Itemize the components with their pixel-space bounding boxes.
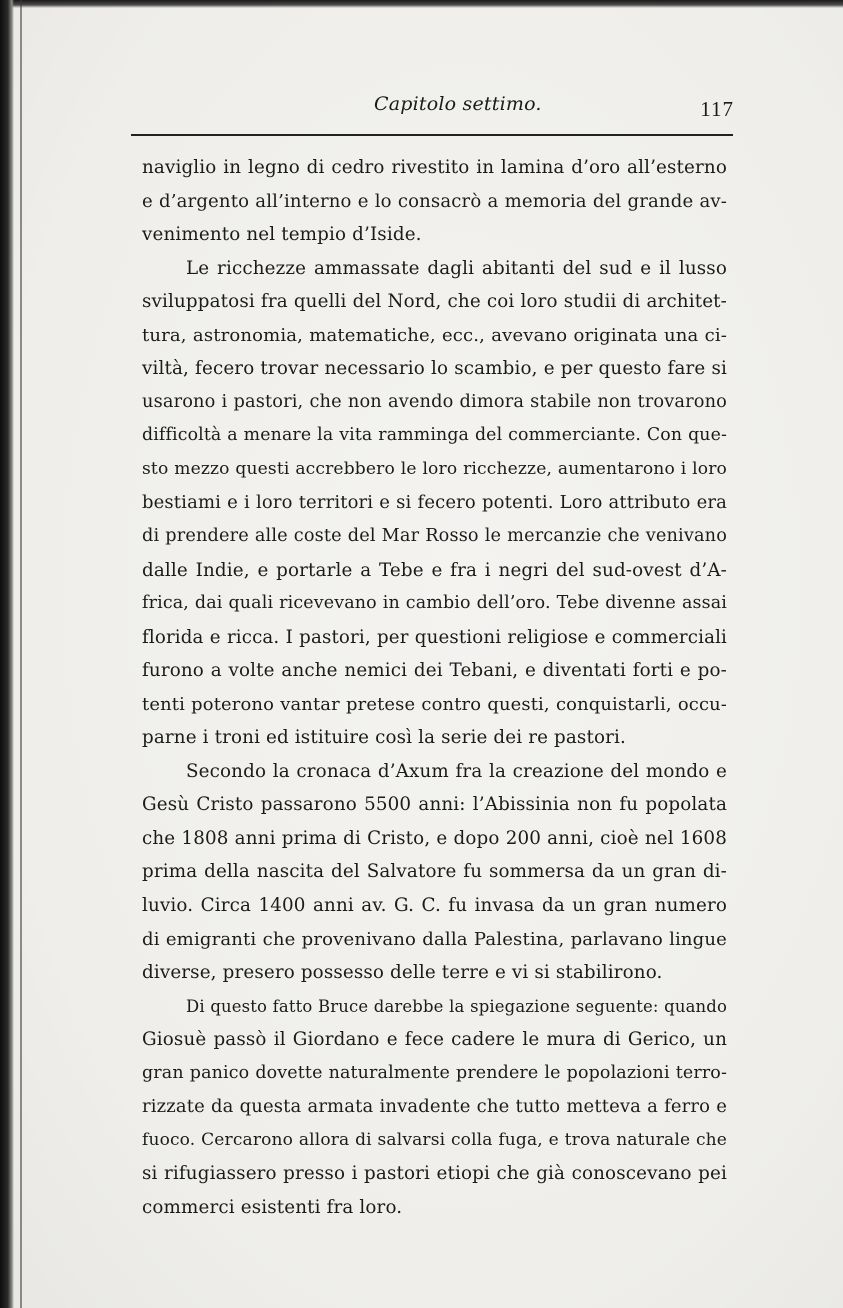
text-line: gran panico dovette naturalmente prendere le popolazioni terro- bbox=[142, 1062, 727, 1083]
text-line: tenti poterono vantar pretese contro questi, conquistarli, occu- bbox=[142, 693, 727, 715]
text-line: furono a volte anche nemici dei Tebani, e diventati forti e po- bbox=[142, 660, 727, 682]
text-line: Gesù Cristo passarono 5500 anni: l’Abissinia non fu popolata bbox=[142, 794, 727, 816]
text-line: Giosuè passò il Giordano e fece cadere le mura di Gerico, un bbox=[142, 1029, 727, 1051]
text-line: sviluppatosi fra quelli del Nord, che coi loro studii di architet- bbox=[142, 291, 727, 313]
body-text bbox=[142, 151, 727, 1225]
text-line: luvio. Circa 1400 anni av. G. C. fu invasa da un gran numero bbox=[142, 895, 727, 917]
scan-binding-line bbox=[20, 0, 22, 1308]
text-line: frica, dai quali ricevevano in cambio dell’oro. Tebe divenne assai bbox=[142, 593, 727, 614]
text-line: naviglio in legno di cedro rivestito in lamina d’oro all’esterno bbox=[142, 157, 727, 178]
text-line: commerci esistenti fra loro. bbox=[142, 1196, 403, 1218]
running-header bbox=[131, 93, 736, 127]
text-line: usarono i pastori, che non avendo dimora stabile non trovarono bbox=[142, 391, 727, 412]
scan-binding-edge bbox=[0, 0, 14, 1308]
text-line: parne i troni ed istituire così la serie dei re pastori. bbox=[142, 727, 626, 749]
chapter-title: Capitolo settimo. bbox=[374, 93, 542, 115]
paragraph bbox=[142, 252, 727, 755]
text-line: Di questo fatto Bruce darebbe la spiegazione seguente: quando bbox=[186, 996, 727, 1016]
text-line: bestiami e i loro territori e si fecero potenti. Loro attributo era bbox=[142, 492, 727, 514]
text-line: si rifugiassero presso i pastori etiopi che già conoscevano pei bbox=[142, 1163, 727, 1185]
paragraph bbox=[142, 755, 727, 990]
text-line: Le ricchezze ammassate dagli abitanti del sud e il lusso bbox=[186, 257, 727, 279]
paragraph bbox=[142, 151, 727, 252]
text-line: che 1808 anni prima di Cristo, e dopo 200 anni, cioè nel 1608 bbox=[142, 827, 727, 849]
header-rule bbox=[131, 134, 733, 136]
text-line: diverse, presero possesso delle terre e vi si stabilirono. bbox=[142, 962, 663, 984]
text-line: di prendere alle coste del Mar Rosso le mercanzie che venivano bbox=[142, 526, 727, 547]
text-line: tura, astronomia, matematiche, ecc., avevano originata una ci- bbox=[142, 324, 727, 346]
text-line: dalle Indie, e portarle a Tebe e fra i negri del sud-ovest d’A- bbox=[142, 559, 727, 581]
text-line: prima della nascita del Salvatore fu sommersa da un gran di- bbox=[142, 861, 727, 883]
text-line: viltà, fecero trovar necessario lo scambio, e per questo fare si bbox=[142, 358, 727, 380]
text-line: venimento nel tempio d’Iside. bbox=[142, 224, 422, 246]
text-line: difficoltà a menare la vita ramminga del commerciante. Con que- bbox=[142, 425, 727, 446]
text-line: florida e ricca. I pastori, per questioni religiose e commerciali bbox=[142, 626, 727, 648]
text-line: sto mezzo questi accrebbero le loro ricchezze, aumentarono i loro bbox=[142, 458, 727, 479]
page-number: 117 bbox=[700, 97, 734, 121]
paragraph bbox=[142, 990, 727, 1225]
text-line: rizzate da questa armata invadente che tutto metteva a ferro e bbox=[142, 1096, 727, 1118]
scan-top-edge bbox=[0, 0, 843, 8]
text-line: e d’argento all’interno e lo consacrò a memoria del grande av- bbox=[142, 190, 727, 212]
text-line: Secondo la cronaca d’Axum fra la creazione del mondo e bbox=[186, 760, 727, 782]
text-line: di emigranti che provenivano dalla Palestina, parlavano lingue bbox=[142, 928, 727, 950]
text-line: fuoco. Cercarono allora di salvarsi colla fuga, e trova naturale che bbox=[142, 1129, 727, 1150]
